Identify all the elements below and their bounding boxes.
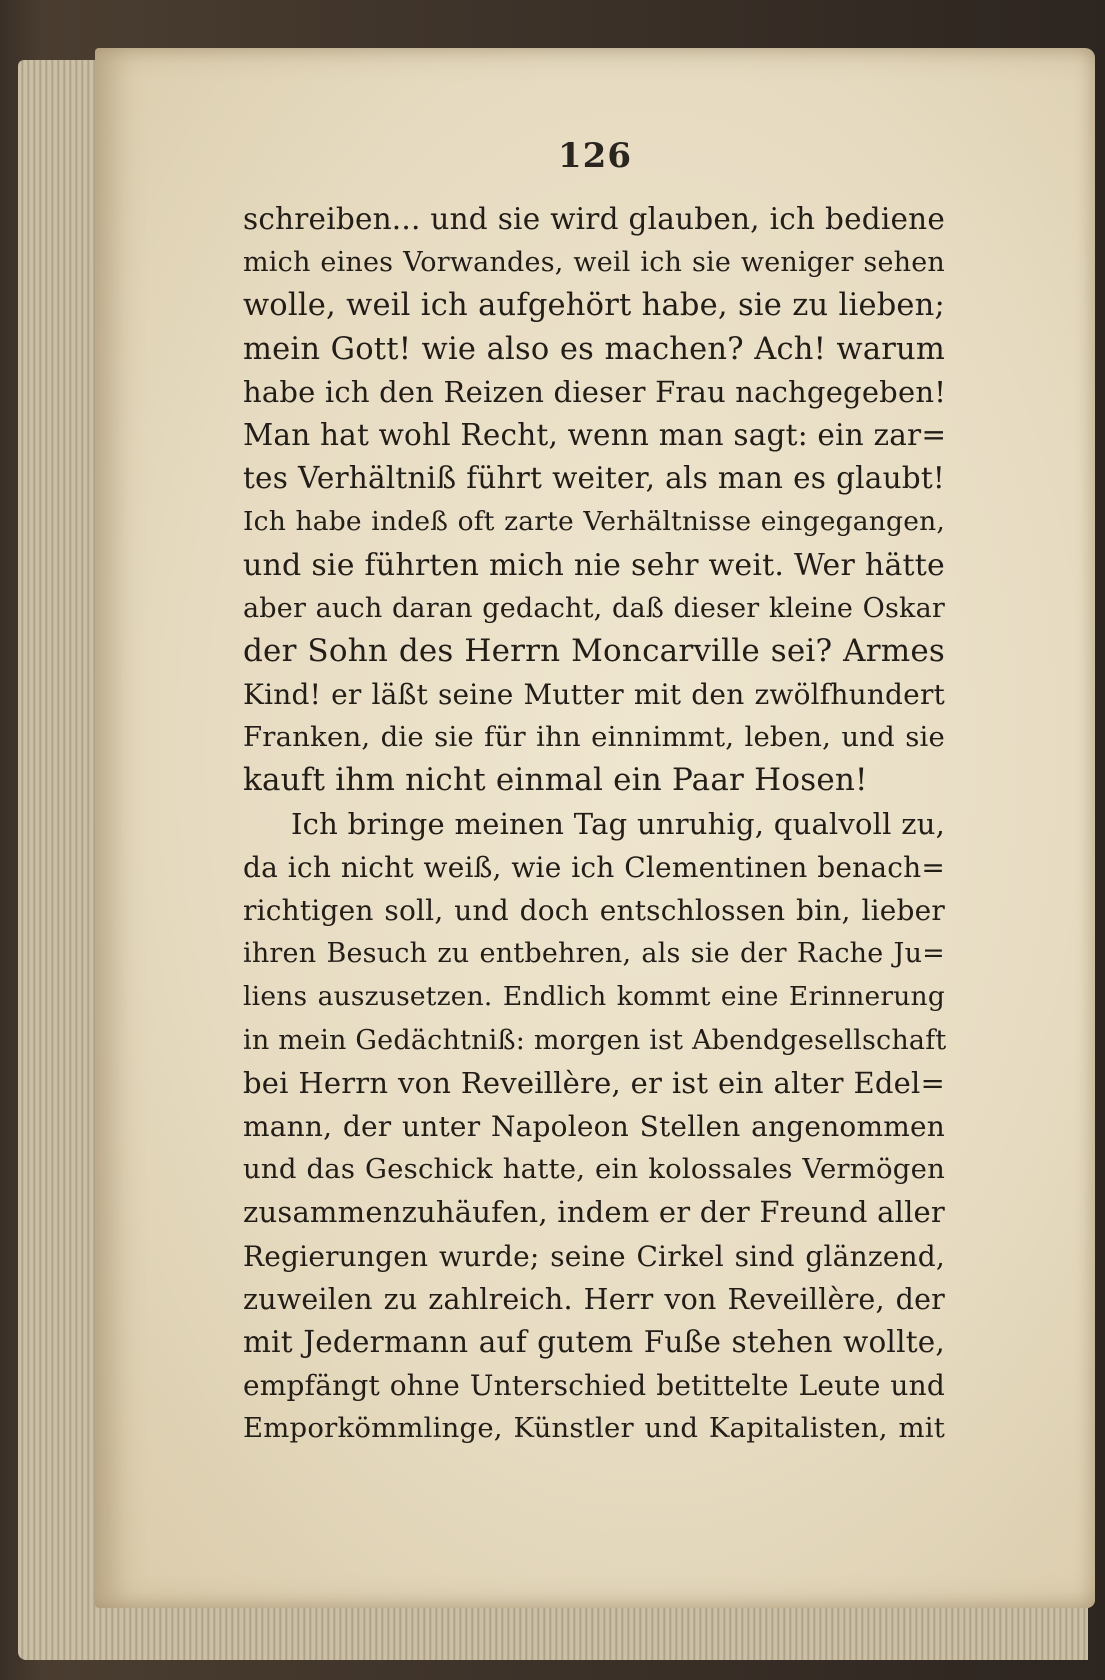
page-number: 126 xyxy=(558,136,632,176)
text-line: ihren Besuch zu entbehren, als sie der Rache Ju= xyxy=(243,938,945,970)
text-line: zusammenzuhäufen, indem er der Freund aller xyxy=(243,1195,945,1230)
text-line: mich eines Vorwandes, weil ich sie weniger sehen xyxy=(243,247,945,279)
text-line: zuweilen zu zahlreich. Herr von Reveillère, der xyxy=(243,1282,945,1316)
text-line: habe ich den Reizen dieser Frau nachgegeben! xyxy=(243,374,947,409)
text-line: tes Verhältniß führt weiter, als man es glaubt! xyxy=(243,461,945,496)
text-line: da ich nicht weiß, wie ich Clementinen benach= xyxy=(243,850,945,884)
text-line: schreiben... und sie wird glauben, ich bediene xyxy=(243,202,945,236)
text-line: der Sohn des Herrn Moncarville sei? Armes xyxy=(243,632,945,669)
text-line: mann, der unter Napoleon Stellen angenommen xyxy=(243,1109,945,1143)
text-line: mein Gott! wie also es machen? Ach! warum xyxy=(243,331,945,367)
text-line: Kind! er läßt seine Mutter mit den zwölfhundert xyxy=(243,678,945,712)
text-line: empfängt ohne Unterschied betittelte Leute und xyxy=(243,1369,945,1403)
body-text xyxy=(243,198,945,1450)
text-line: Emporkömmlinge, Künstler und Kapitalisten, mit xyxy=(243,1412,945,1445)
text-line: richtigen soll, und doch entschlossen bin, lieber xyxy=(243,894,945,927)
book-page xyxy=(95,48,1095,1608)
text-line: bei Herrn von Reveillère, er ist ein alter Edel= xyxy=(243,1065,945,1100)
text-line: wolle, weil ich aufgehört habe, sie zu lieben; xyxy=(243,288,945,324)
text-line: mit Jedermann auf gutem Fuße stehen wollte, xyxy=(243,1324,945,1359)
text-line: Ich habe indeß oft zarte Verhältnisse eingegangen, xyxy=(243,506,945,538)
text-line: in mein Gedächtniß: morgen ist Abendgesellschaft xyxy=(243,1024,947,1056)
text-line: und das Geschick hatte, ein kolossales Vermögen xyxy=(243,1153,945,1186)
text-line: Regierungen wurde; seine Cirkel sind glänzend, xyxy=(243,1239,945,1273)
text-line: liens auszusetzen. Endlich kommt eine Erinnerung xyxy=(243,981,945,1013)
text-line: aber auch daran gedacht, daß dieser kleine Oskar xyxy=(243,592,945,624)
text-line: kauft ihm nicht einmal ein Paar Hosen! xyxy=(243,762,868,799)
text-line: Ich bringe meinen Tag unruhig, qualvoll zu, xyxy=(291,806,945,841)
text-line: Man hat wohl Recht, wenn man sagt: ein zar= xyxy=(243,417,947,452)
text-line: und sie führten mich nie sehr weit. Wer hätte xyxy=(243,547,945,583)
text-line: Franken, die sie für ihn einnimmt, leben, und sie xyxy=(243,721,945,754)
